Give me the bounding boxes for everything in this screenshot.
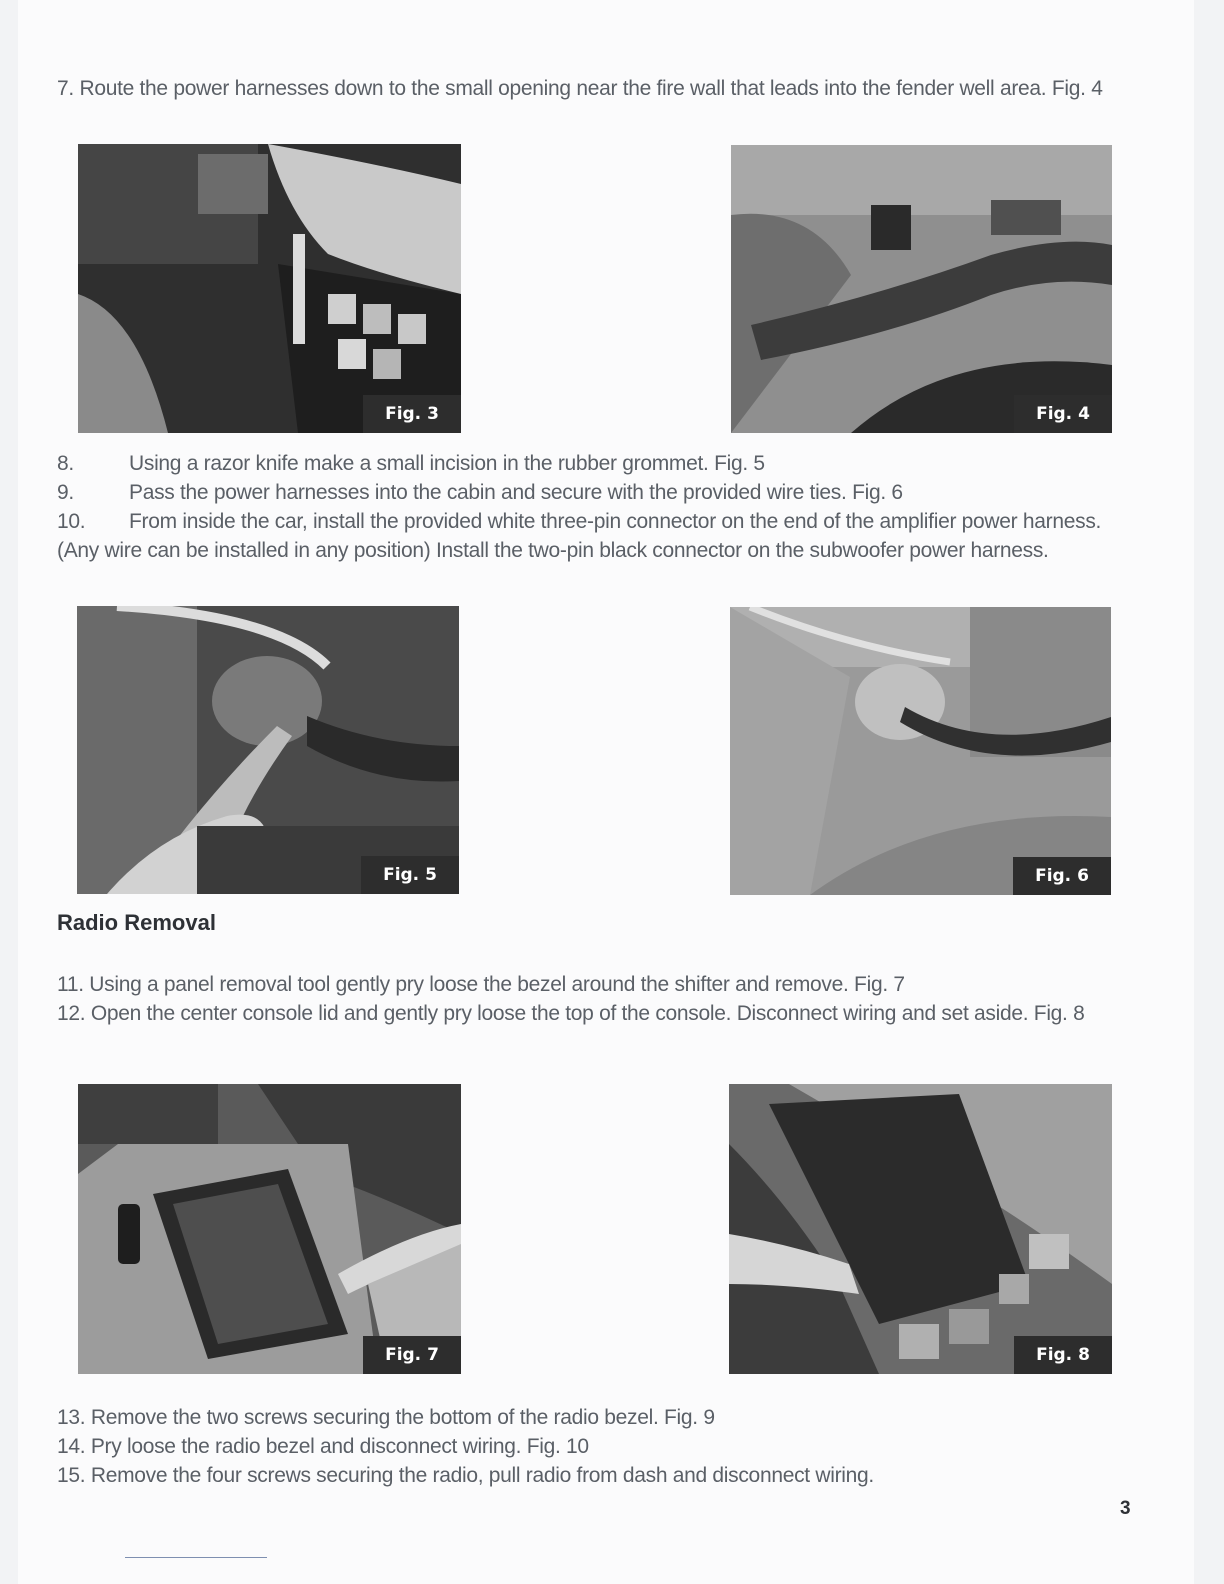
step-7-text: 7. Route the power harnesses down to the small opening near the fire wall that leads into the fender well area. Fig. 4: [57, 77, 1103, 100]
step-8-number: 8.: [57, 452, 74, 475]
figure-8-photo: [729, 1084, 1112, 1374]
figure-7-label: Fig. 7: [363, 1336, 461, 1374]
step-9: [57, 478, 1117, 507]
figure-3-photo: [78, 144, 461, 433]
footer-rule: [125, 1557, 267, 1558]
fender-well-photo: [731, 145, 1112, 433]
shifter-bezel-photo: [78, 1084, 461, 1374]
grommet-incision-photo: [77, 606, 459, 894]
step-10-number: 10.: [57, 510, 86, 533]
step-15-text: 15. Remove the four screws securing the radio, pull radio from dash and disconnect wiring.: [57, 1464, 874, 1487]
figure-6-photo: [730, 607, 1111, 895]
figure-8-label: Fig. 8: [1014, 1336, 1112, 1374]
figure-6-label: Fig. 6: [1013, 857, 1111, 895]
step-9-text: Pass the power harnesses into the cabin and secure with the provided wire ties. Fig. 6: [129, 481, 903, 504]
page-number: 3: [1120, 1498, 1131, 1519]
section-heading-radio-removal: Radio Removal: [57, 910, 216, 935]
step-12-text: 12. Open the center console lid and gently pry loose the top of the console. Disconnect wiring and set aside. Fig. 8: [57, 1002, 1085, 1025]
step-10: [57, 507, 1127, 565]
figure-7-photo: [78, 1084, 461, 1374]
step-13-text: 13. Remove the two screws securing the bottom of the radio bezel. Fig. 9: [57, 1406, 715, 1429]
center-console-photo: [729, 1084, 1112, 1374]
figure-4-photo: [731, 145, 1112, 433]
step-11-text: 11. Using a panel removal tool gently pry loose the bezel around the shifter and remove. Fig. 7: [57, 973, 905, 996]
figure-5-photo: [77, 606, 459, 894]
step-8: [57, 449, 1117, 478]
step-14-text: 14. Pry loose the radio bezel and disconnect wiring. Fig. 10: [57, 1435, 589, 1458]
figure-3-label: Fig. 3: [363, 395, 461, 433]
step-10-text: From inside the car, install the provided white three-pin connector on the end of the amplifier power harness. (Any wire can be installed in any position) Install the two-pin black connector on the subwoofer power harness.: [57, 510, 1102, 562]
fuse-box-photo: [78, 144, 461, 433]
step-8-text: Using a razor knife make a small incision in the rubber grommet. Fig. 5: [129, 452, 765, 475]
harness-through-grommet-photo: [730, 607, 1111, 895]
figure-5-label: Fig. 5: [361, 856, 459, 894]
step-9-number: 9.: [57, 481, 74, 504]
figure-4-label: Fig. 4: [1014, 395, 1112, 433]
